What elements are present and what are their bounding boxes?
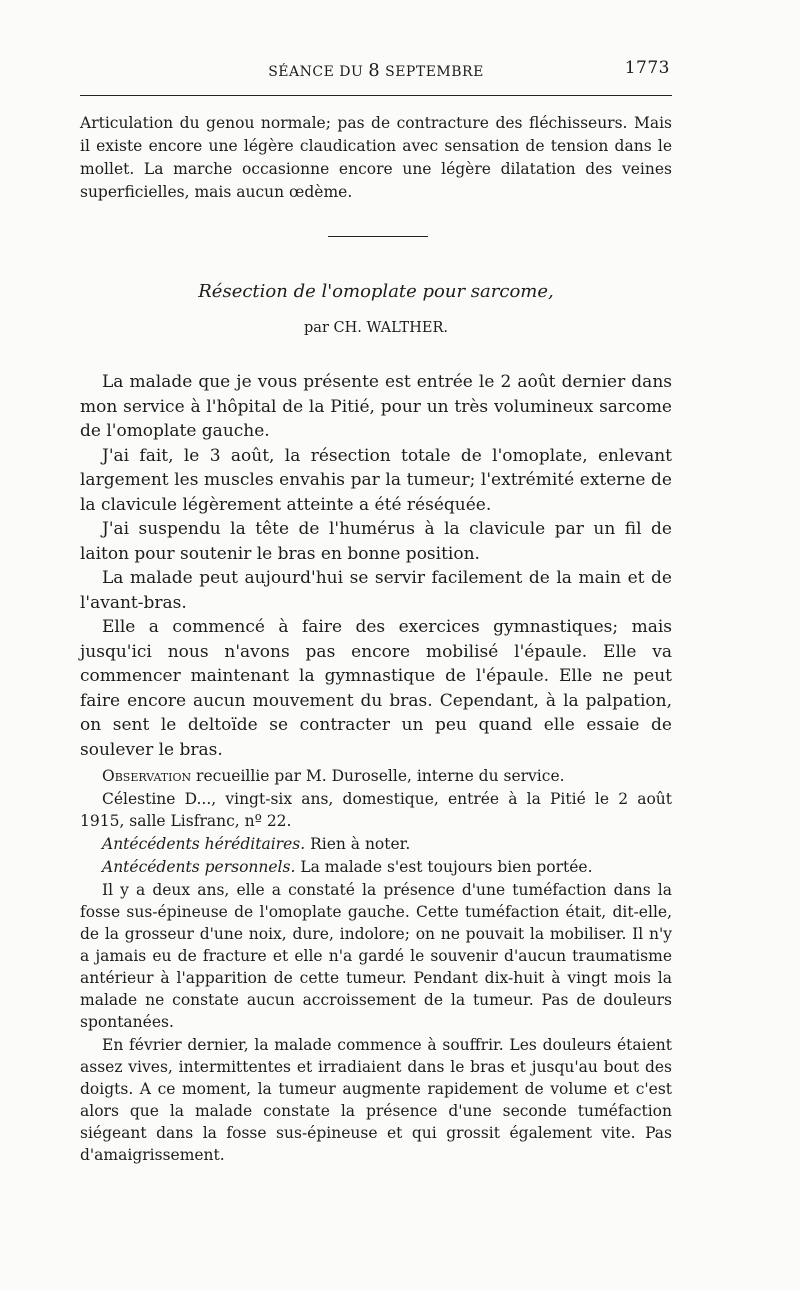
personal-label: Antécédents personnels.: [102, 858, 296, 876]
page-number: 1773: [624, 58, 670, 78]
article-body: [80, 370, 672, 762]
personal-text: La malade s'est toujours bien portée.: [295, 858, 593, 876]
hereditary-text: Rien à noter.: [305, 835, 411, 853]
observation-label-rest: recueillie par M. Duroselle, interne du service.: [191, 767, 565, 785]
body-paragraph: La malade que je vous présente est entrée le 2 août dernier dans mon service à l'hôpital de la Pitié, pour un très volumineux sarcome de l'omoplate gauche.: [80, 372, 672, 441]
hereditary-history: [80, 833, 672, 855]
header-rule: [80, 95, 672, 96]
body-paragraph: J'ai suspendu la tête de l'humérus à la clavicule par un fil de laiton pour soutenir le bras en bonne position.: [80, 519, 672, 564]
history-paragraph: Il y a deux ans, elle a constaté la présence d'une tuméfaction dans la fosse sus-épineuse de l'omoplate gauche. Cette tuméfaction était, dit-elle, de la grosseur d'une noix, dure, indolore; on ne pouvait la mobiliser. Il n'y a jamais eu de fracture et elle n'a gardé le souvenir d'aucun traumatisme antérieur à l'apparition de cette tumeur. Pendant dix-huit à vingt mois la malade ne constate aucun accroissement de la tumeur. Pas de douleurs spontanées.: [80, 881, 672, 1031]
running-title-suffix: SEPTEMBRE: [380, 64, 484, 80]
running-title: [80, 60, 672, 81]
observation-label: Observation: [102, 767, 192, 785]
history-paragraph: En février dernier, la malade commence à souffrir. Les douleurs étaient assez vives, intermittentes et irradiaient dans le bras et jusqu'au bout des doigts. A ce moment, la tumeur augmente rapidement de volume et c'est alors que la malade constate la présence d'une seconde tuméfaction siégeant dans la fosse sus-épineuse et qui grossit également vite. Pas d'amaigrissement.: [80, 1036, 672, 1164]
hereditary-label: Antécédents héréditaires.: [102, 835, 306, 853]
body-paragraph: J'ai fait, le 3 août, la résection totale de l'omoplate, enlevant largement les muscles envahis par la tumeur; l'extrémité externe de la clavicule légèrement atteinte a été réséquée.: [80, 445, 672, 515]
observation-section: [80, 765, 672, 1166]
body-paragraph: La malade peut aujourd'hui se servir facilement de la main et de l'avant-bras.: [80, 568, 672, 613]
running-title-number: 8: [368, 60, 381, 81]
patient-info: Célestine D..., vingt-six ans, domestique, entrée à la Pitié le 2 août 1915, salle Lisfranc, nº 22.: [80, 790, 672, 830]
article-title: Résection de l'omoplate pour sarcome,: [198, 281, 554, 302]
running-head: [80, 58, 672, 82]
intro-paragraph: Articulation du genou normale; pas de contracture des fléchisseurs. Mais il existe encore une légère claudication avec sensation de tension dans le mollet. La marche occasionne encore une légère dilatation des veines superficielles, mais aucun œdème.: [80, 114, 672, 201]
running-title-prefix: SÉANCE DU: [268, 64, 369, 80]
section-divider: [328, 236, 428, 237]
article-byline: par CH. WALTHER.: [304, 320, 448, 336]
personal-history: [80, 856, 672, 878]
body-paragraph: Elle a commencé à faire des exercices gymnastiques; mais jusqu'ici nous n'avons pas encore mobilisé l'épaule. Elle va commencer maintenant la gymnastique de l'épaule. Elle ne peut faire encore aucun mouvement du bras. Cependant, à la palpation, on sent le deltoïde se contracter un peu quand elle essaie de soulever le bras.: [80, 617, 672, 760]
observation-heading: [80, 765, 672, 787]
